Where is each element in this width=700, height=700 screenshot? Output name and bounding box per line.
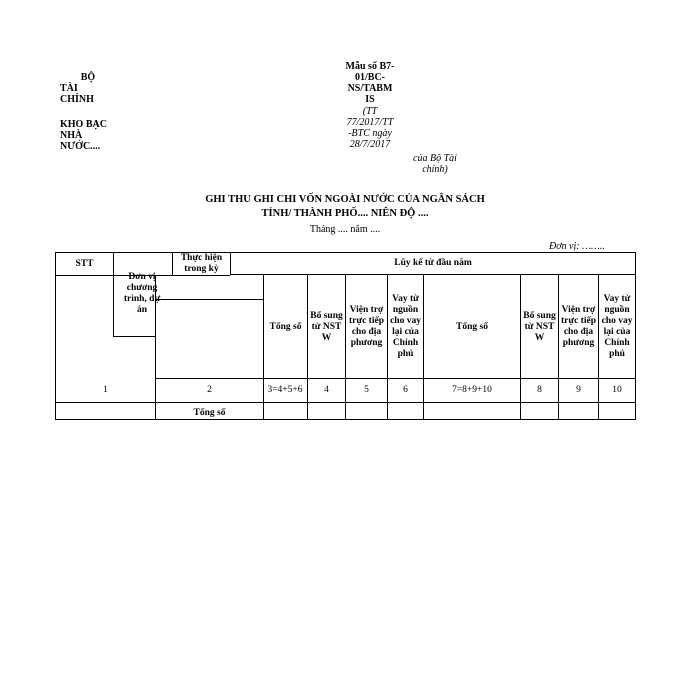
col-number-9: 9 [576,385,581,395]
col-number-6: 6 [403,385,408,395]
header-direct-aid-2: Viện trợ trực tiếp cho địa phương [561,305,596,348]
col-number-2: 2 [207,385,212,395]
header-onlending: Vay từ nguồn cho vay lại của Chính phủ [390,293,421,359]
header-total-2: Tổng số [456,321,488,332]
col-number-8: 8 [537,385,542,395]
col-number-4: 4 [324,385,329,395]
header-supplement-2: Bổ sung từ NST W [523,310,556,343]
col-number-1: 1 [103,385,108,395]
col-number-3: 3=4+5+6 [267,385,303,395]
issuer: của Bộ Tài chính) [413,153,457,175]
ministry-label-cont: TÀI CHÍNH [60,83,94,105]
circular-ref: (TT 77/2017/TT -BTC ngày 28/7/2017 [346,106,394,150]
header-supplement: Bổ sung từ NST W [310,310,343,343]
header-unit: Đơn vị chương trình, dự án [123,272,161,315]
col-number-7: 7=8+9+10 [452,385,492,395]
ministry-label: BỘ [80,72,96,83]
report-title: GHI THU GHI CHI VỐN NGOÀI NƯỚC CỦA NGÂN SÁCH TỈNH/ THÀNH PHỐ.... NIÊN ĐỘ .... [205,194,485,219]
header-stt: STT [75,258,94,269]
col-number-5: 5 [364,385,369,395]
header-cumulative: Lũy kế từ đầu năm [394,258,472,268]
unit-label: Đơn vị: …….. [549,241,605,252]
header-total: Tổng số [269,321,302,332]
form-code: Mẫu số B7- 01/BC- NS/TABM IS [345,61,395,105]
total-row-label: Tổng số [193,407,226,418]
header-direct-aid: Viện trợ trực tiếp cho địa phương [349,305,384,348]
header-period: Thực hiện trong kỳ [180,253,223,274]
header-onlending-2: Vay từ nguồn cho vay lại của Chính phủ [601,293,633,359]
col-number-10: 10 [612,385,622,395]
report-period: Tháng .... năm .... [309,224,381,235]
treasury-label: KHO BẠC NHÀ NƯỚC.... [60,119,107,152]
